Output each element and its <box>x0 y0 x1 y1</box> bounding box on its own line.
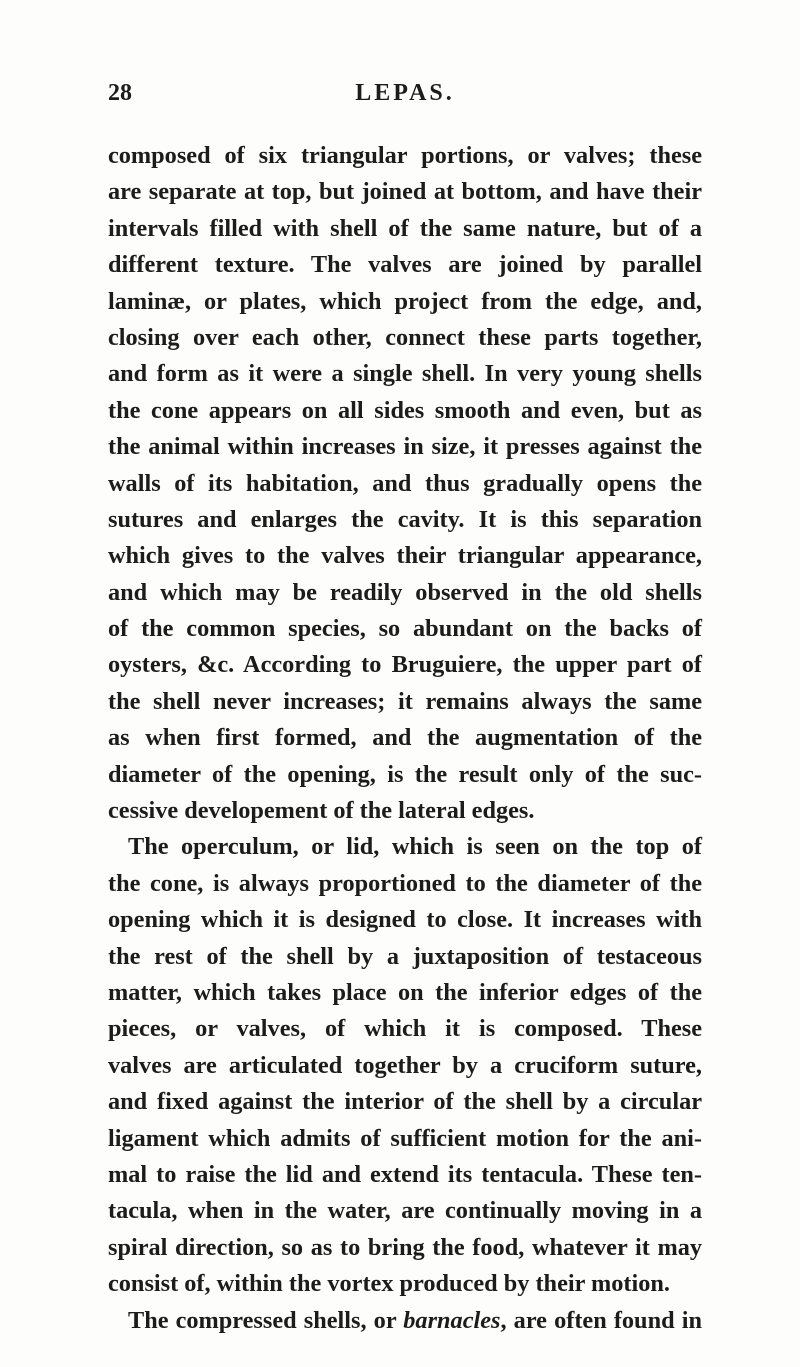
text-line: the rest of the shell by a juxtaposition of testaceous <box>108 942 702 970</box>
text-line: laminæ, or plates, which project from the edge, and, <box>108 287 702 315</box>
text-line: diameter of the opening, is the result only of the suc- <box>108 760 702 788</box>
text-line: and fixed against the interior of the shell by a circular <box>108 1088 702 1116</box>
text-line: matter, which takes place on the inferior edges of the <box>108 978 702 1006</box>
text-line: ligament which admits of sufficient motion for the ani- <box>108 1124 702 1152</box>
text-line: of the common species, so abundant on the backs of <box>108 615 702 643</box>
body-text <box>108 138 702 1339</box>
text-line: different texture. The valves are joined by parallel <box>108 251 702 279</box>
text-line: walls of its habitation, and thus gradually opens the <box>108 469 702 497</box>
text-line: closing over each other, connect these parts together, <box>108 323 702 351</box>
text-line-final <box>108 1303 702 1339</box>
page-number: 28 <box>108 80 132 106</box>
final-line-end: , are often found in <box>500 1306 702 1334</box>
text-line: sutures and enlarges the cavity. It is this separation <box>108 505 702 533</box>
text-line: consist of, within the vortex produced by their motion. <box>108 1270 670 1298</box>
text-line: cessive developement of the lateral edges. <box>108 797 535 825</box>
text-line: opening which it is designed to close. It increases with <box>108 906 702 934</box>
text-line: composed of six triangular portions, or valves; these <box>108 142 702 169</box>
text-line: which gives to the valves their triangular appearance, <box>108 542 702 570</box>
text-line: the cone appears on all sides smooth and even, but as <box>108 396 702 424</box>
text-line: spiral direction, so as to bring the food, whatever it may <box>108 1233 702 1261</box>
italic-term-barnacles: barnacles <box>403 1306 501 1334</box>
text-line: the animal within increases in size, it presses against the <box>108 433 702 461</box>
text-line: the shell never increases; it remains always the same <box>108 687 702 715</box>
text-line: and which may be readily observed in the old shells <box>108 578 702 606</box>
final-line-start: The compressed shells, or <box>128 1306 404 1334</box>
running-title: LEPAS. <box>355 80 455 106</box>
text-line: are separate at top, but joined at bottom, and have their <box>108 178 702 206</box>
text-line: pieces, or valves, of which it is composed. These <box>108 1015 702 1043</box>
text-line: oysters, &c. According to Bruguiere, the upper part of <box>108 651 702 679</box>
text-line: valves are articulated together by a cruciform suture, <box>108 1051 702 1079</box>
text-line: the cone, is always proportioned to the diameter of the <box>108 869 702 897</box>
text-line: mal to raise the lid and extend its tentacula. These ten- <box>108 1160 702 1188</box>
text-line: The operculum, or lid, which is seen on the top of <box>128 833 702 861</box>
text-line: tacula, when in the water, are continually moving in a <box>108 1197 702 1225</box>
text-line: intervals filled with shell of the same nature, but of a <box>108 214 702 242</box>
text-line: as when first formed, and the augmentation of the <box>108 724 702 752</box>
text-line: and form as it were a single shell. In very young shells <box>108 360 702 388</box>
running-head <box>108 76 702 110</box>
